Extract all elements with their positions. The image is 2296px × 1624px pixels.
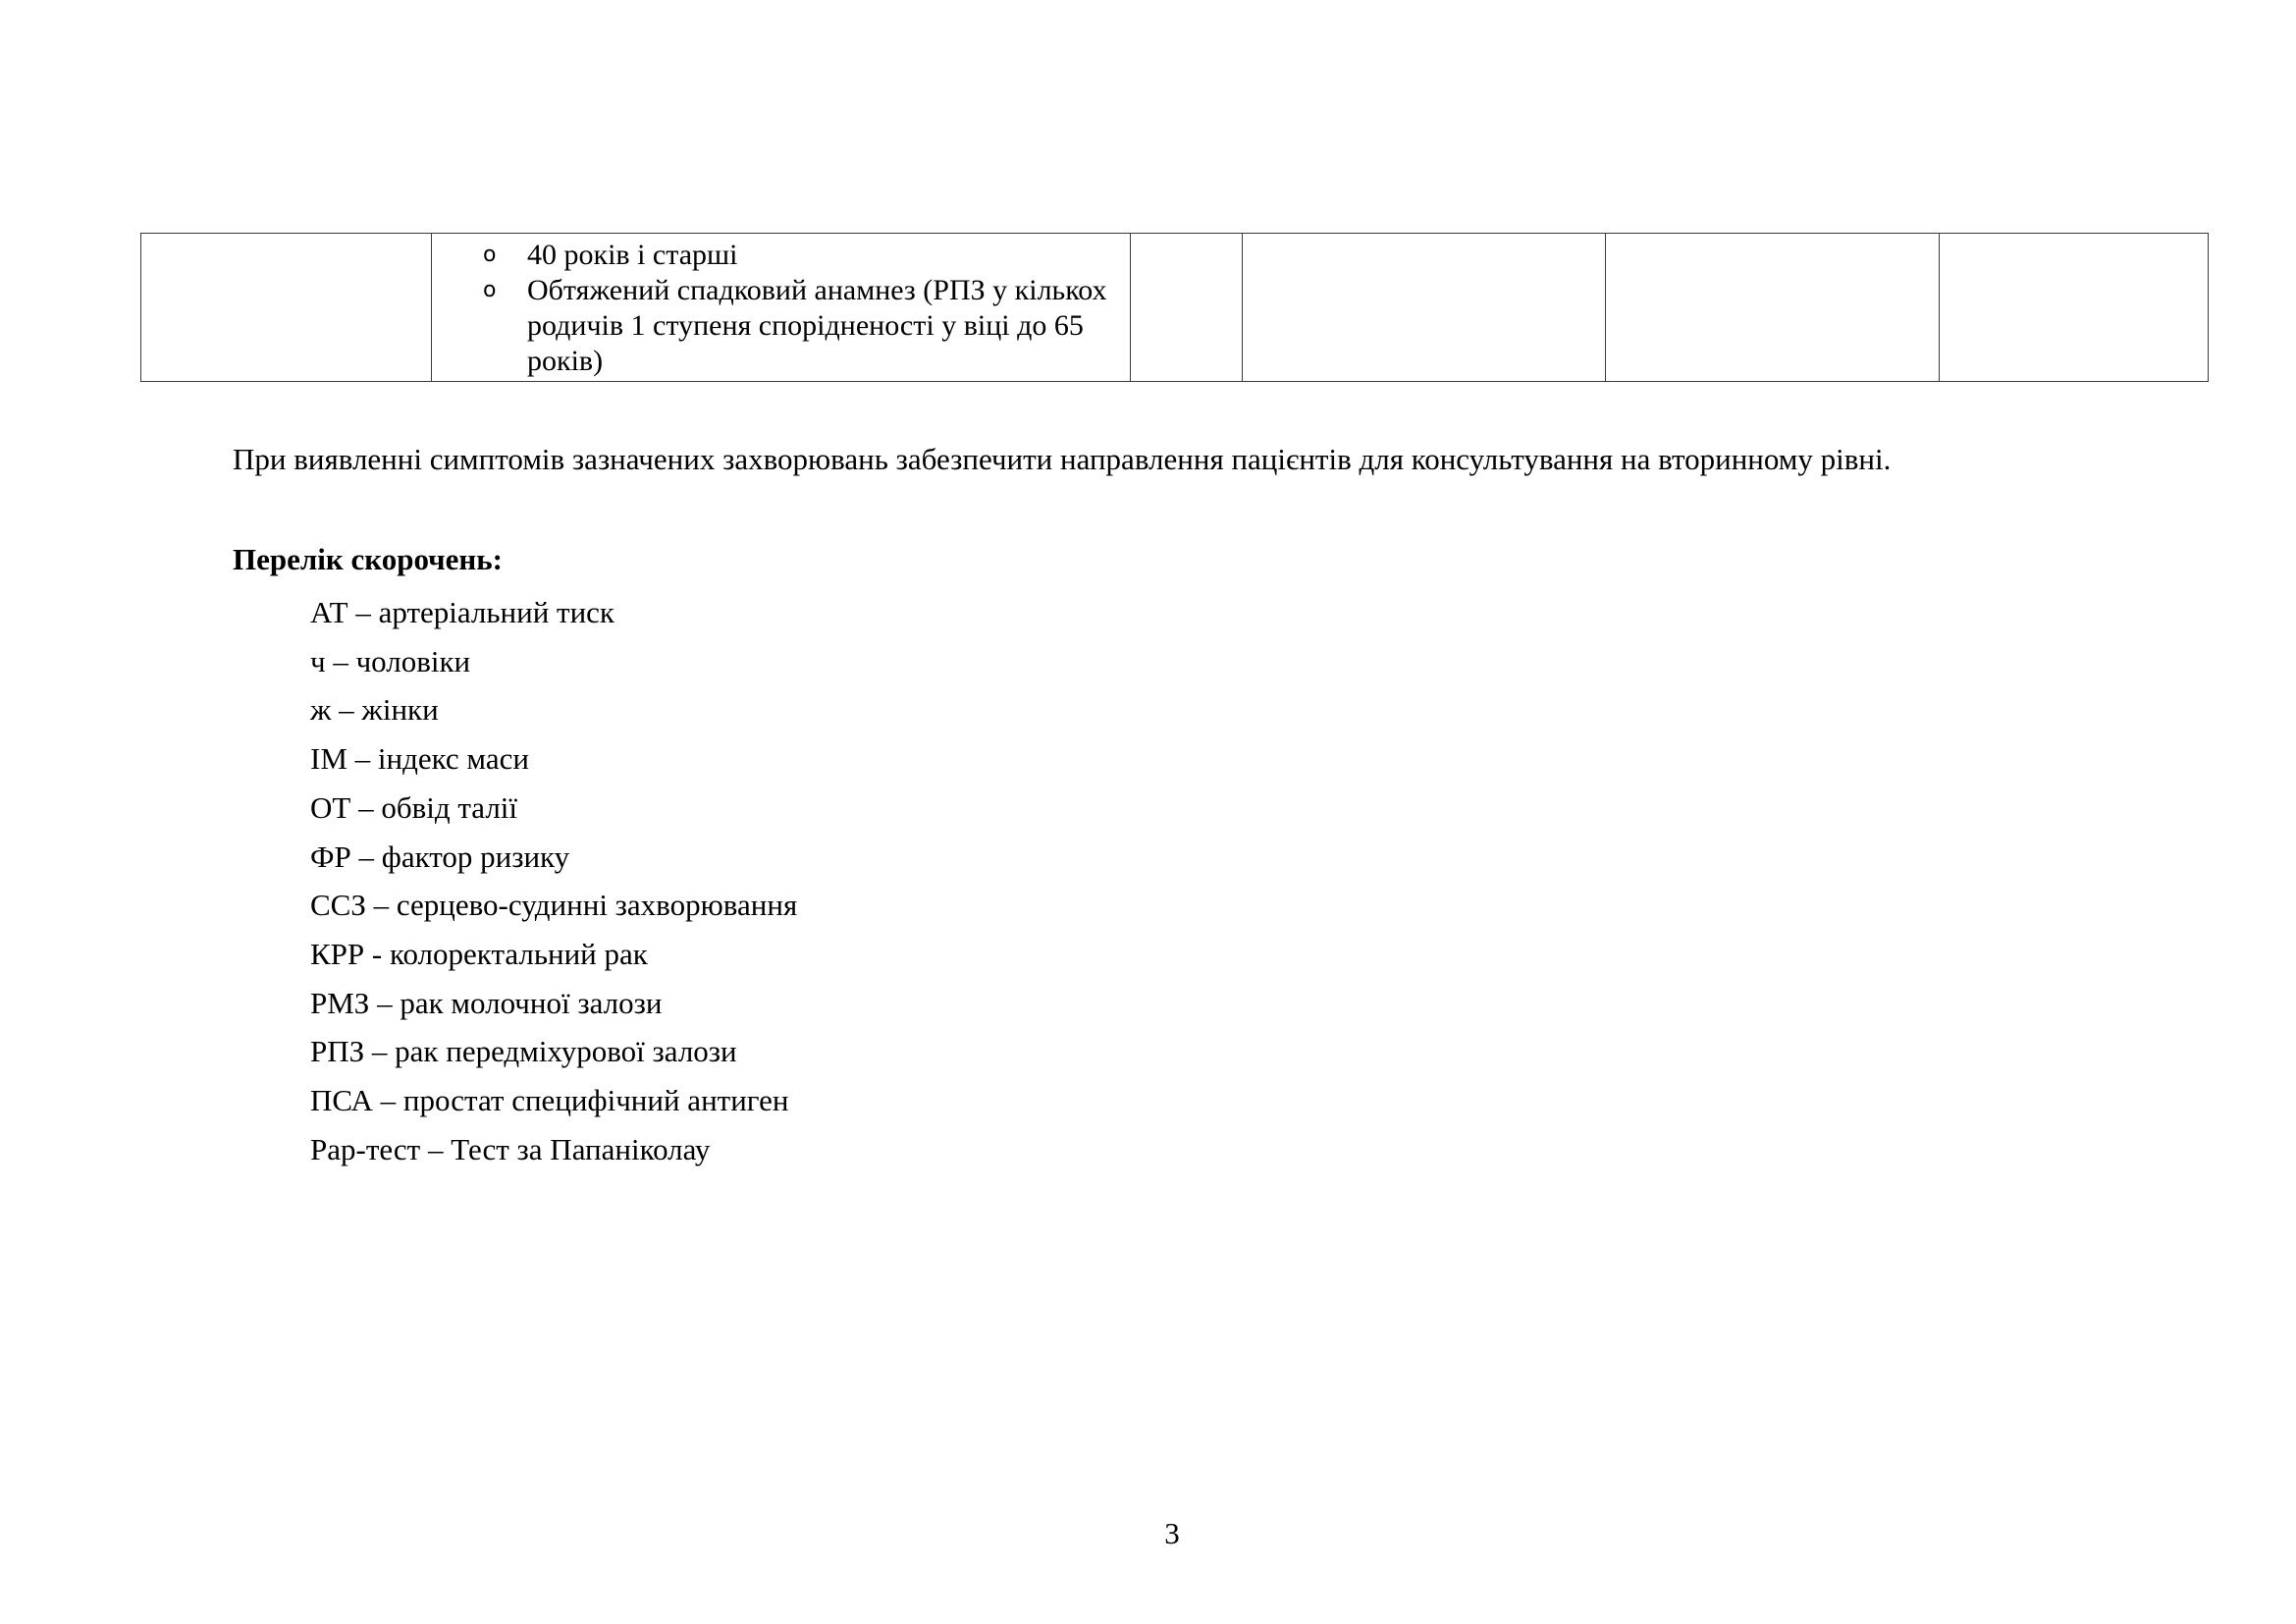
bullet-text: Обтяжений спадковий анамнез (РПЗ у кількох родичів 1 ступеня спорідненості у віці до 65 років): [527, 274, 1107, 377]
abbreviation-item: ССЗ – серцево-судинні захворювання: [310, 888, 798, 923]
abbreviation-item: ІМ – індекс маси: [310, 741, 529, 777]
table-cell-empty-4: [1243, 234, 1606, 382]
table-cell-empty-5: [1606, 234, 1940, 382]
hollow-circle-bullet-icon: o: [483, 278, 497, 302]
abbreviation-item: ПСА – простат специфічний антиген: [310, 1083, 789, 1118]
list-item: [483, 238, 1130, 273]
table-cell-criteria: [432, 234, 1131, 382]
abbreviations-list: [310, 588, 797, 1173]
bullet-text: 40 років і старші: [527, 239, 738, 271]
table-cell-empty-3: [1131, 234, 1243, 382]
criteria-bullet-list: [432, 238, 1130, 379]
referral-note: При виявленні симптомів зазначених захворювань забезпечити направлення пацієнтів для консультування на вторинному рівні.: [233, 442, 1892, 476]
hollow-circle-bullet-icon: o: [483, 243, 497, 267]
list-item: [483, 273, 1130, 379]
abbreviation-item: ФР – фактор ризику: [310, 839, 570, 874]
abbreviation-item: КРР - колоректальний рак: [310, 936, 648, 971]
table-cell-empty-1: [141, 234, 432, 382]
criteria-table-fragment: [140, 233, 2209, 382]
abbreviation-item: РПЗ – рак передміхурової залози: [310, 1034, 737, 1069]
abbreviation-item: ч – чоловіки: [310, 643, 471, 678]
page-number: 3: [1164, 1516, 1180, 1550]
abbreviation-item: РМЗ – рак молочної залози: [310, 985, 663, 1020]
abbreviation-item: ОТ – обвід талії: [310, 789, 518, 825]
abbreviations-heading: Перелік скорочень:: [233, 542, 503, 576]
abbreviation-item: Pap-тест – Тест за Папаніколау: [310, 1131, 711, 1166]
table-cell-empty-6: [1940, 234, 2209, 382]
abbreviation-item: ж – жінки: [310, 692, 439, 728]
table-row: [141, 234, 2209, 382]
abbreviation-item: АТ – артеріальний тиск: [310, 595, 614, 629]
